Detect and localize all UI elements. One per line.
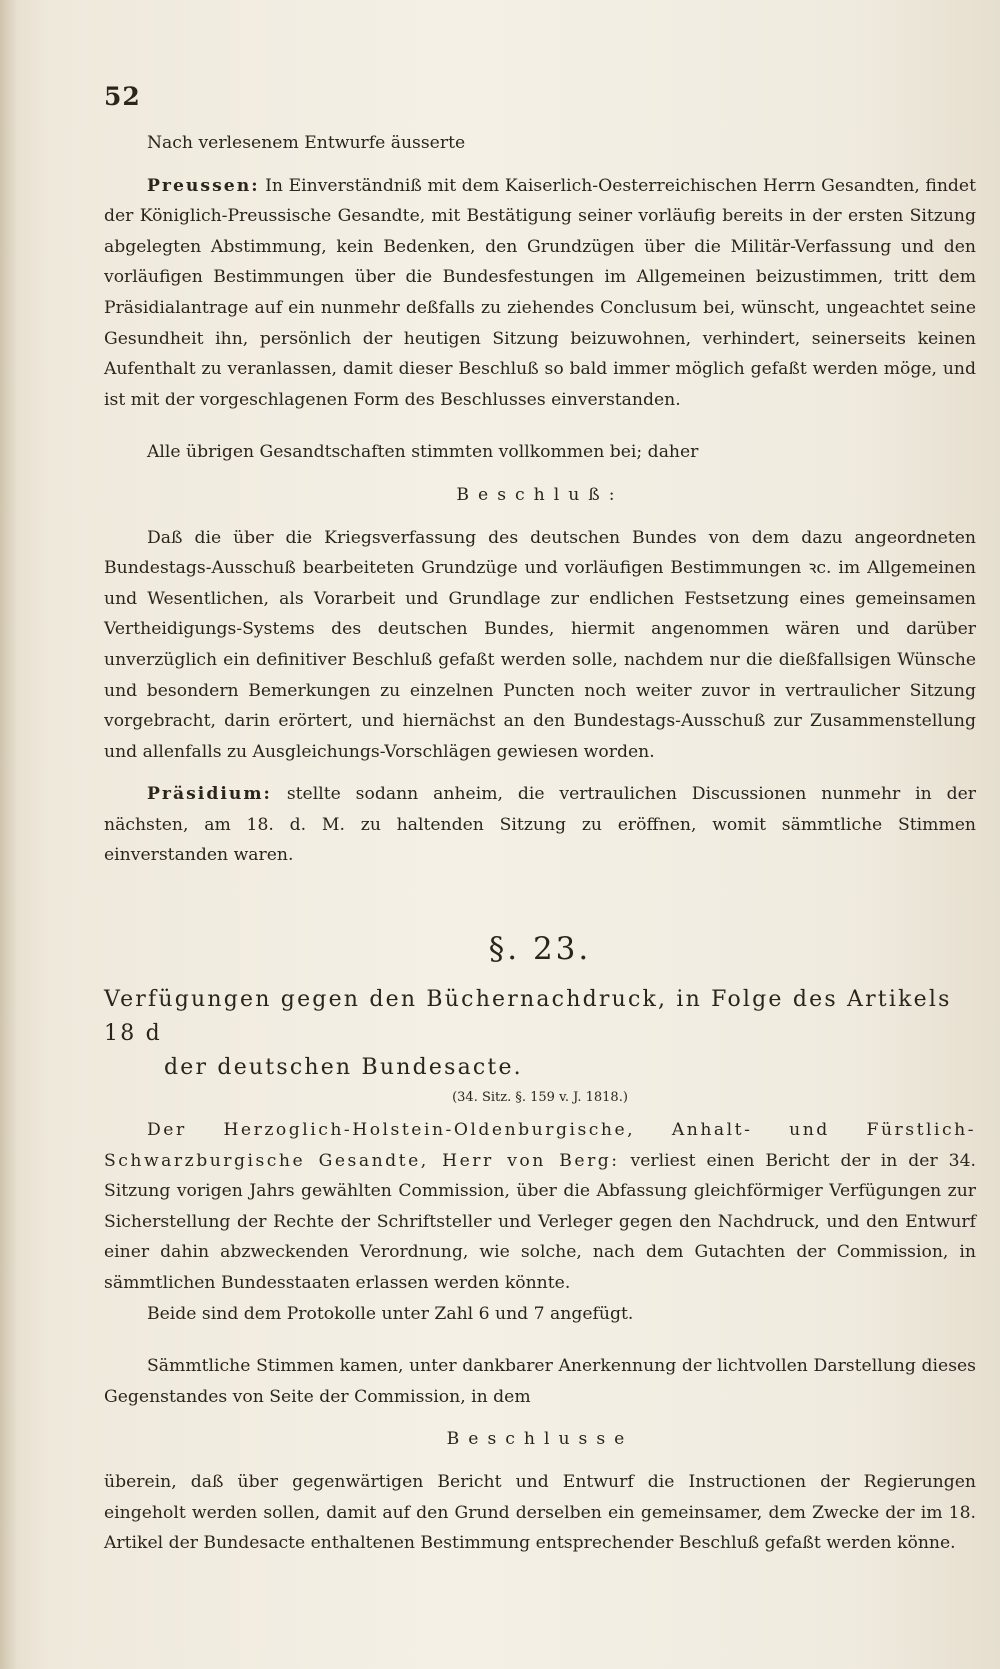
beide-line: Beide sind dem Protokolle unter Zahl 6 und 7 angefügt. [147, 1303, 634, 1324]
beschlusse-heading: Beschlusse [446, 1429, 634, 1450]
preussen-text: In Einverständniß mit dem Kaiserlich-Oesterreichischen Herrn Gesandten, findet der Königlich-Preussische Gesandte, mit Bestätigung seiner vorläufig bereits in der ersten Sitzung abgelegten Abstimmung, kein Bedenken, den Grundzügen über die Militär-Verfassung und den vorläufigen Bestimmungen über die Bundesfestungen im Allgemeinen beizustimmen, tritt dem Präsidialantrage auf ein nunmehr deßfalls zu ziehendes Conclusum bei, wünscht, ungeachtet seine Gesundheit ihn, persönlich der heutigen Sitzung beizuwohnen, verhindert, seinerseits keinen Aufenthalt zu veranlassen, damit dieser Beschluß so bald immer möglich gefaßt werden möge, und ist mit der vorgeschlagenen Form des Beschlusses einverstanden. [104, 175, 976, 410]
section-number: §. 23. [488, 931, 592, 968]
preussen-speaker: Preussen: [147, 175, 260, 196]
intro-line: Nach verlesenem Entwurfe äusserte [147, 133, 466, 153]
beschluss-paragraph: Daß die über die Kriegsverfassung des deutschen Bundes von dem dazu angeordneten Bundestags-Ausschuß bearbeiteten Grundzüge und vorläufigen Bestimmungen ꝛc. im Allgemeinen und Wesentlichen, als Vorarbeit und Grundlage zur endlichen Festsetzung eines gemeinsamen Vertheidigungs-Systems des deutschen Bundes, hiermit angenommen wären und darüber unverzüglich ein definitiver Beschluß gefaßt werden solle, nachdem nur die dießfallsigen Wünsche und besondern Bemerkungen zu einzelnen Puncten noch weiter zuvor in vertraulicher Sitzung vorgebracht, darin erörtert, und hiernächst an den Bundestags-Ausschuß zur Zusammenstellung und allenfalls zu Ausgleichungs-Vorschlägen gewiesen worden. [104, 527, 976, 762]
alle-uebrigen-line: Alle übrigen Gesandtschaften stimmten vollkommen bei; daher [147, 442, 699, 463]
praesidium-text: stellte sodann anheim, die vertraulichen Discussionen nunmehr in der nächsten, am 18. d. M. zu haltenden Sitzung zu eröffnen, womit sämmtliche Stimmen einverstanden waren. [104, 784, 976, 866]
page-content [104, 128, 976, 1559]
praesidium-speaker: Präsidium: [147, 784, 272, 805]
beschluss-heading: Beschluß: [456, 484, 624, 505]
preussen-paragraph [104, 171, 976, 416]
section-title [104, 983, 976, 1085]
praesidium-paragraph [104, 779, 976, 871]
section-title-line1: Verfügungen gegen den Büchernachdruck, in Folge des Artikels 18 d [104, 987, 952, 1047]
holstein-paragraph [104, 1115, 976, 1299]
page-number: 52 [104, 82, 141, 111]
holstein-speaker: Der Herzoglich-Holstein-Oldenburgische, Anhalt- und Fürstlich-Schwarzburgische Gesandte, Herr von Berg: [104, 1120, 976, 1171]
holstein-text: verliest einen Bericht der in der 34. Sitzung vorigen Jahrs gewählten Commission, über die Abfassung gleichförmiger Verfügungen zur Sicherstellung der Rechte der Schriftsteller und Verleger gegen den Nachdruck, und den Entwurf einer dahin abzweckenden Verordnung, wie solche, nach dem Gutachten der Commission, in sämmtlichen Bundesstaaten erlassen werden könnte. [104, 1150, 976, 1294]
final-paragraph: überein, daß über gegenwärtigen Bericht und Entwurf die Instructionen der Regierungen eingeholt werden sollen, damit auf den Grund derselben ein gemeinsamer, dem Zwecke der im 18. Artikel der Bundesacte enthaltenen Bestimmung entsprechender Beschluß gefaßt werden könne. [104, 1472, 976, 1554]
section-reference: (34. Sitz. §. 159 v. J. 1818.) [452, 1090, 628, 1106]
section-title-line2: der deutschen Bundesacte. [164, 1055, 523, 1081]
saemmtliche-paragraph: Sämmtliche Stimmen kamen, unter dankbarer Anerkennung der lichtvollen Darstellung dieses Gegenstandes von Seite der Commission, in dem [104, 1356, 976, 1407]
